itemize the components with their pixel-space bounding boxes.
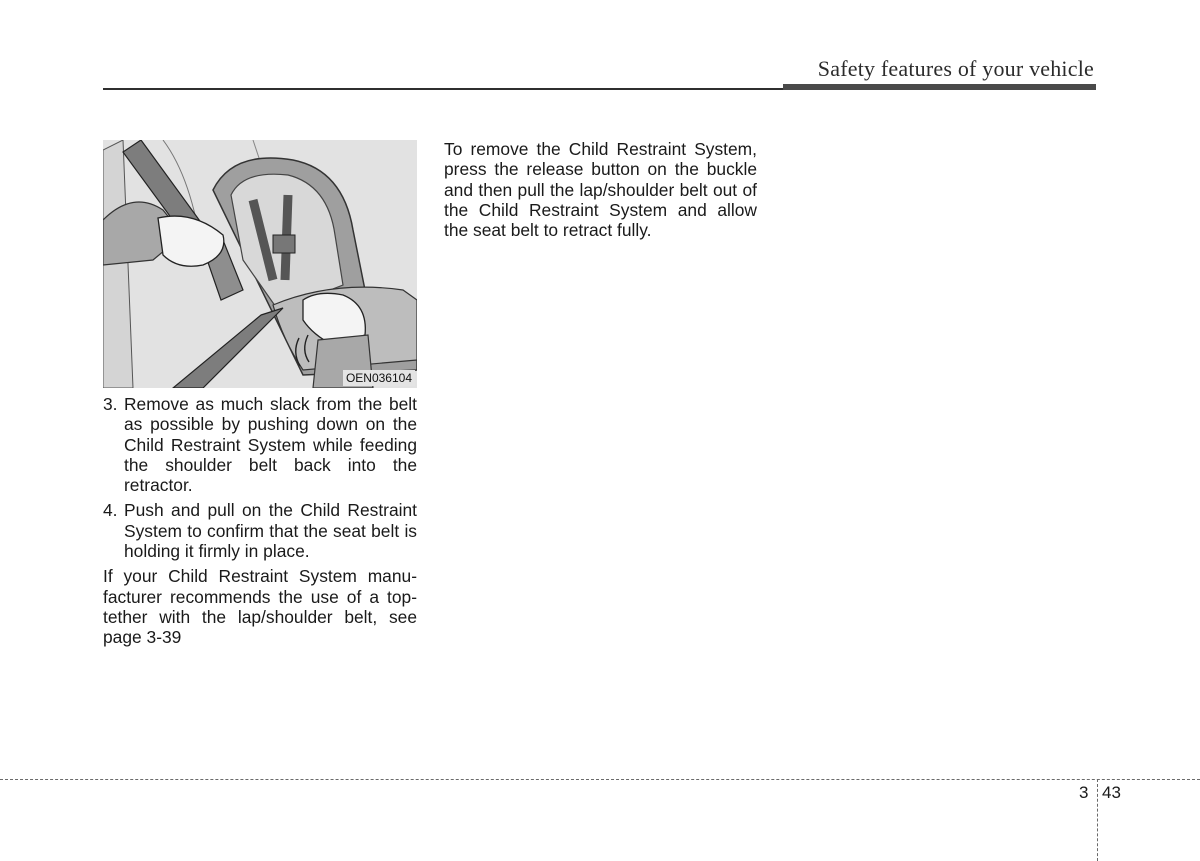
illustration-drawing [103, 140, 417, 388]
removal-instructions: To remove the Child Restraint System, press the release button on the buckle and then pull the lap/shoulder belt out of the Child Restraint System and allow the seat belt to retract fully. [444, 139, 757, 241]
right-column [444, 139, 757, 240]
left-column [103, 394, 417, 665]
step-text: Remove as much slack from the belt as possible by pushing down on the Child Restraint System while feeding the shoulder belt back into the retractor. [124, 394, 417, 496]
chapter-number: 3 [1079, 783, 1089, 802]
step-number: 4. [103, 500, 118, 521]
page-number: 43 [1102, 783, 1121, 802]
footer-dashed-rule [0, 779, 1200, 780]
section-title: Safety features of your vehicle [817, 56, 1094, 81]
footer-dashed-divider [1097, 779, 1098, 861]
header-accent-bar [783, 84, 1096, 90]
figure-code: OEN036104 [343, 370, 415, 386]
top-tether-note: If your Child Restraint System manu-facturer recommends the use of a top-tether with the lap/shoulder belt, see page 3-39 [103, 566, 417, 648]
step-number: 3. [103, 394, 118, 414]
step-text: Push and pull on the Child Restraint System to confirm that the seat belt is holding it firmly in place. [124, 500, 417, 562]
step-3 [103, 394, 417, 495]
header-rule [103, 88, 785, 90]
step-4 [103, 500, 417, 561]
child-seat-belt-illustration [103, 140, 417, 388]
